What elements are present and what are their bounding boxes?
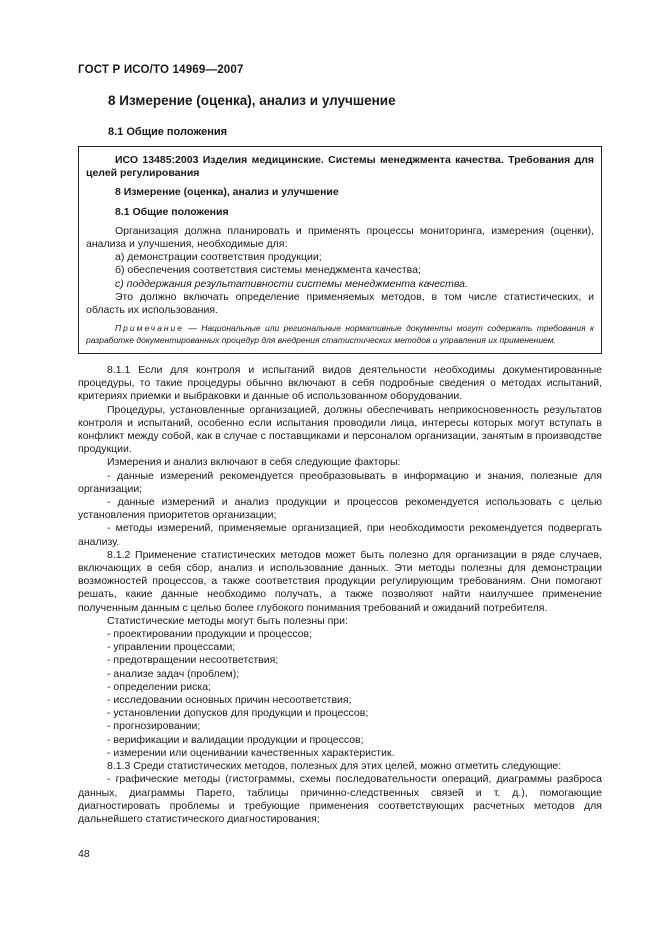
use-item: - анализе задач (проблем);	[107, 667, 240, 680]
paragraph-8-1-2: 8.1.2 Применение статистических методов может быть полезно для организации в ряде случаев, включающих в себя сбор, анализ и использование данных. Эти методы полезны для демонстрации возможностей процессов, а также соответствия продукции регулирующим требованиям. Они помогают решать, какие данные необходимо получать, а также позволяют найти наилучшее применение полученным данным с целью более глубокого понимания требований и ожиданий потребителя.	[78, 548, 602, 614]
factor-item: - данные измерений рекомендуется преобразовывать в информацию и знания, полезные для организации;	[78, 469, 602, 495]
box-list-item: б) обеспечения соответствия системы менеджмента качества;	[115, 264, 421, 277]
box-note	[86, 323, 594, 346]
body-text	[78, 364, 602, 826]
use-item: - прогнозировании;	[107, 720, 201, 733]
paragraph-uses-intro: Статистические методы могут быть полезны при:	[107, 614, 348, 627]
paragraph-8-1-1: 8.1.1 Если для контроля и испытаний видов деятельности необходимы документированные процедуры, то такие процедуры обычно включают в себя подробные сведения о методах испытаний, критериях приемки и выбраковки и данные об использованном оборудовании.	[78, 364, 602, 403]
box-subsection-heading: 8.1 Общие положения	[115, 205, 229, 218]
box-list-item: с) поддержания результативности системы менеджмента качества.	[115, 277, 468, 290]
factor-item: - данные измерений и анализ продукции и процессов рекомендуется использовать с целью установления приоритетов организации;	[78, 496, 602, 522]
paragraph-graphical-methods: - графические методы (гистограммы, схемы последовательности операций, диаграммы разброса данных, диаграммы Парето, таблицы причинно-следственных связей и т. д.), помогающие диагностировать проблемы и требующие применения соответствующих расчетных методов для дальнейшего статистического диагностирования;	[78, 773, 602, 825]
note-label: Примечание	[115, 323, 184, 334]
box-methods-paragraph: Это должно включать определение применяемых методов, в том числе статистических, и область их использования.	[86, 290, 594, 317]
use-item: - предотвращении несоответствия;	[107, 654, 279, 667]
standard-quote-box	[78, 146, 602, 354]
use-item: - проектировании продукции и процессов;	[107, 628, 313, 641]
use-item: - установлении допусков для продукции и процессов;	[107, 707, 369, 720]
box-section-heading: 8 Измерение (оценка), анализ и улучшение	[115, 186, 339, 199]
use-item: - исследовании основных причин несоответствия;	[107, 694, 352, 707]
document-header: ГОСТ Р ИСО/ТО 14969—2007	[78, 64, 244, 76]
page-number: 48	[78, 848, 90, 860]
use-item: - определении риска;	[107, 680, 211, 693]
paragraph-procedures: Процедуры, установленные организацией, должны обеспечивать неприкосновенность результатов контроля и испытаний, особенно если испытания проводили лица, интересы которых могут вступать в конфликт между собой, как в случае с поставщиками и персоналом организации, занятым в производстве продукции.	[78, 403, 602, 456]
use-item: - верификации и валидации продукции и процессов;	[107, 733, 364, 746]
subsection-title: 8.1 Общие положения	[108, 126, 228, 138]
section-title: 8 Измерение (оценка), анализ и улучшение	[108, 93, 396, 108]
factor-item: - методы измерений, применяемые организацией, при необходимости рекомендуется подвергать анализу.	[78, 522, 602, 548]
standard-reference: ИСО 13485:2003 Изделия медицинские. Системы менеджмента качества. Требования для целей регулирования	[86, 154, 594, 180]
use-item: - управлении процессами;	[107, 641, 236, 654]
box-intro-paragraph: Организация должна планировать и применять процессы мониторинга, измерения (оценки), анализа и улучшения, необходимые для:	[86, 224, 594, 251]
note-text: — Национальные или региональные нормативные документы могут содержать требования к разработке документированных процедур для внедрения статистических методов и управления их применением.	[86, 323, 594, 345]
box-list-item: а) демонстрации соответствия продукции;	[115, 251, 322, 264]
paragraph-8-1-3: 8.1.3 Среди статистических методов, полезных для этих целей, можно отметить следующие:	[107, 760, 562, 773]
paragraph-factors-intro: Измерения и анализ включают в себя следующие факторы:	[107, 456, 401, 469]
use-item: - измерении или оценивании качественных характеристик.	[107, 746, 395, 759]
